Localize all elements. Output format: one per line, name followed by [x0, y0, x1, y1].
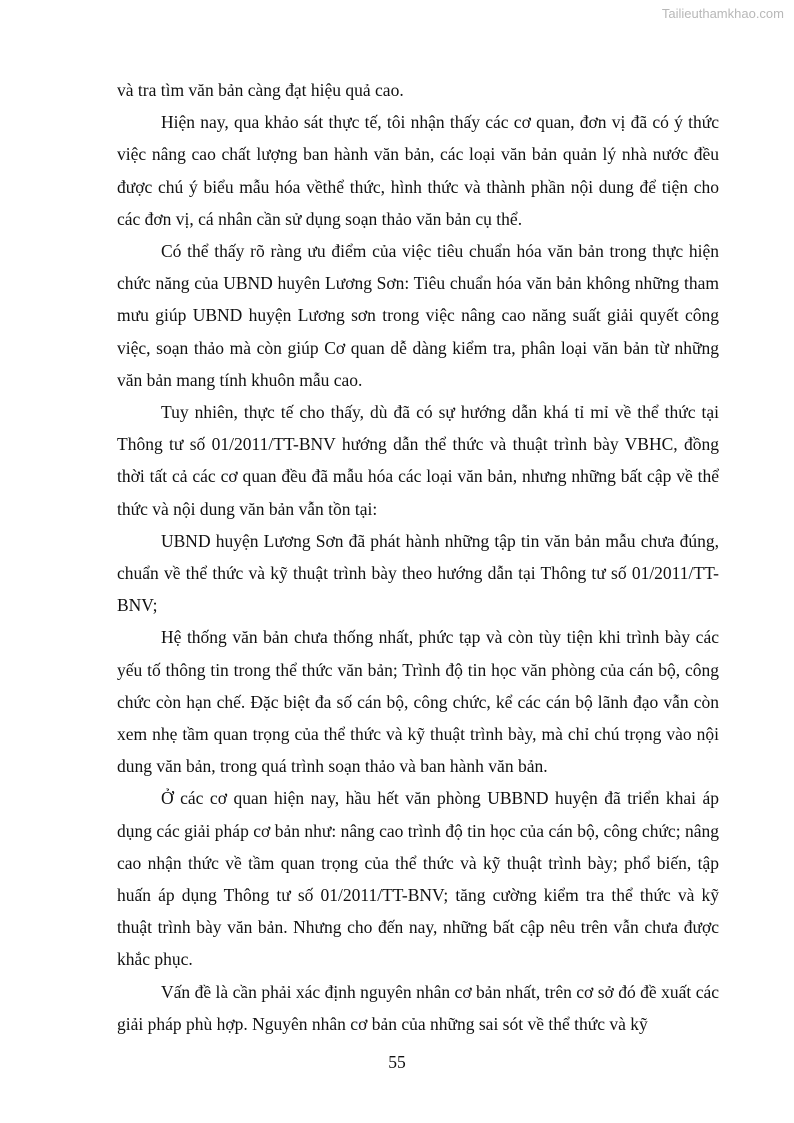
paragraph: Có thể thấy rõ ràng ưu điểm của việc tiêu chuẩn hóa văn bản trong thực hiện chức năng của UBND huyên Lương Sơn: Tiêu chuẩn hóa văn bản không những tham mưu giúp UBND huyện Lương sơn trong việc nâng cao năng suất giải quyết công việc, soạn thảo mà còn giúp Cơ quan dễ dàng kiểm tra, phân loại văn bản từ những văn bản mang tính khuôn mẫu cao.	[117, 241, 719, 390]
page-number: 55	[388, 1052, 406, 1072]
document-body	[117, 74, 719, 1040]
paragraph: UBND huyện Lương Sơn đã phát hành những tập tin văn bản mẫu chưa đúng, chuẩn về thể thức và kỹ thuật trình bày theo hướng dẫn tại Thông tư số 01/2011/TT-BNV;	[117, 530, 719, 616]
paragraph: Hệ thống văn bản chưa thống nhất, phức tạp và còn tùy tiện khi trình bày các yếu tố thông tin trong thể thức văn bản; Trình độ tin học văn phòng của cán bộ, công chức còn hạn chế. Đặc biệt đa số cán bộ, công chức, kể các cán bộ lãnh đạo vẫn còn xem nhẹ tầm quan trọng của thể thức và kỹ thuật trình bày, mà chỉ chú trọng vào nội dung văn bản, trong quá trình soạn thảo và ban hành văn bản.	[117, 627, 719, 777]
paragraph: và tra tìm văn bản càng đạt hiệu quả cao.	[117, 80, 404, 100]
paragraph: Vấn đề là cần phải xác định nguyên nhân cơ bản nhất, trên cơ sở đó đề xuất các giải pháp phù hợp. Nguyên nhân cơ bản của những sai sót về thể thức và kỹ	[117, 981, 719, 1034]
paragraph: Ở các cơ quan hiện nay, hầu hết văn phòng UBBND huyện đã triển khai áp dụng các giải pháp cơ bản như: nâng cao trình độ tin học của cán bộ, công chức; nâng cao nhận thức về tầm quan trọng của thể thức và kỹ thuật trình bày; phổ biến, tập huấn áp dụng Thông tư số 01/2011/TT-BNV; tăng cường kiểm tra thể thức và kỹ thuật trình bày văn bản. Nhưng cho đến nay, những bất cập nêu trên vẫn chưa được khắc phục.	[117, 788, 719, 970]
paragraph: Hiện nay, qua khảo sát thực tế, tôi nhận thấy các cơ quan, đơn vị đã có ý thức việc nâng cao chất lượng ban hành văn bản, các loại văn bản quản lý nhà nước đều được chú ý biểu mẫu hóa vềthể thức, hình thức và thành phần nội dung để tiện cho các đơn vị, cá nhân cần sử dụng soạn thảo văn bản cụ thể.	[117, 112, 719, 229]
watermark: Tailieuthamkhao.com	[661, 6, 784, 21]
paragraph: Tuy nhiên, thực tế cho thấy, dù đã có sự hướng dẫn khá tỉ mỉ về thể thức tại Thông tư số 01/2011/TT-BNV hướng dẫn thể thức và thuật trình bày VBHC, đồng thời tất cả các cơ quan đều đã mẫu hóa các loại văn bản, nhưng những bất cập về thể thức và nội dung văn bản vẫn tồn tại:	[117, 402, 719, 519]
